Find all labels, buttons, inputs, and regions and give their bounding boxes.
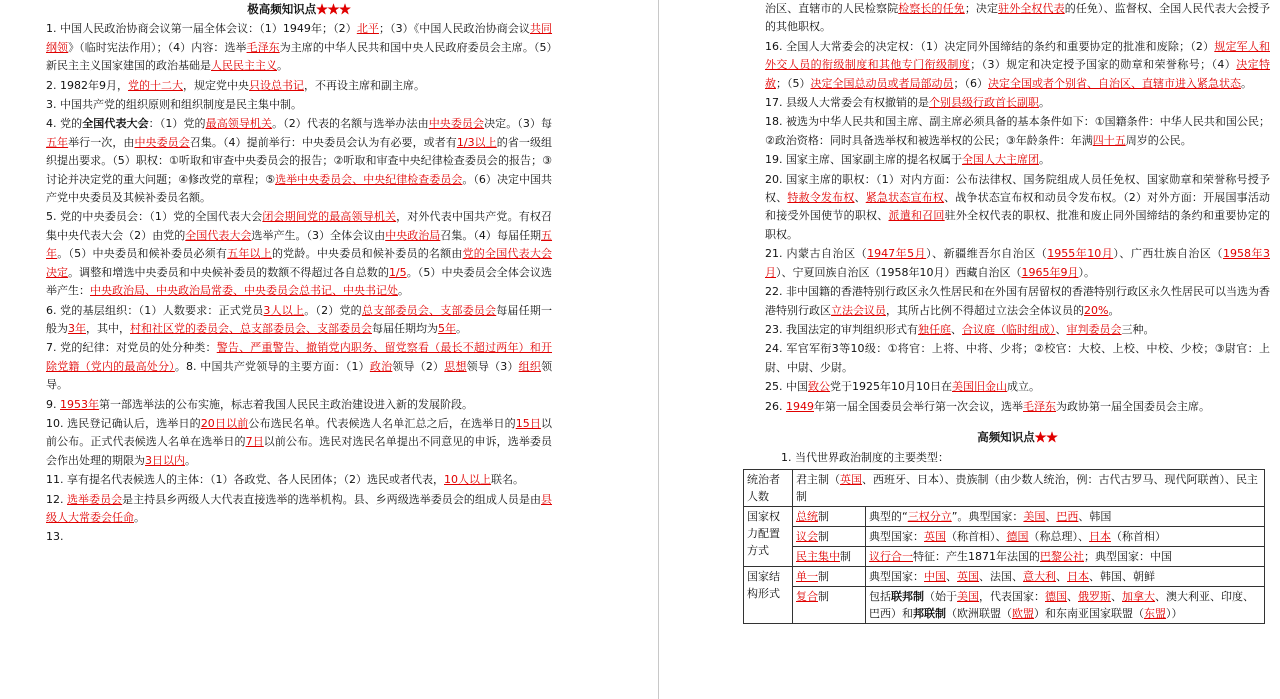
text-segment: 12. [46, 492, 68, 506]
text-segment: 、澳大利亚、印度、巴西）和 [869, 589, 1254, 620]
text-segment: ）。 [1078, 265, 1095, 279]
key-term: 20日以前 [200, 416, 249, 430]
knowledge-item [46, 77, 552, 95]
knowledge-item [765, 398, 1270, 416]
heading-text: 高频知识点 [977, 429, 1035, 444]
text-segment: 。 [1108, 303, 1120, 317]
left-page [46, 0, 552, 699]
text-segment: ：（1）党的 [148, 117, 206, 131]
key-term: 党的全国代表大会决定 [46, 247, 553, 279]
text-segment: （称首相） [1111, 529, 1166, 543]
text-segment: 26. [765, 399, 786, 413]
text-segment: 。调整和增选中央委员和中央候补委员的数额不得超过各自总数的 [68, 265, 389, 279]
text-segment: 22. 非中国籍的香港特别行政区永久性居民和在外国有居留权的香港特别行政区永久性居民可以当选为香港特别行政区 [765, 285, 1270, 317]
text-segment: 3. 中国共产党的组织原则和组织制度是民主集中制。 [46, 98, 302, 112]
text-segment: 召集。（4）提前举行：中央委员会认为有必要，或者有 [189, 135, 457, 149]
key-term: 1/5 [388, 265, 407, 279]
key-term: 英国 [924, 529, 946, 543]
text-segment: 、 [1056, 569, 1067, 583]
key-term: 三权分立 [907, 509, 952, 523]
table-row [744, 526, 1265, 546]
key-term: 1/3以上 [456, 135, 497, 149]
knowledge-item [765, 113, 1270, 150]
knowledge-item [765, 340, 1270, 377]
text-segment: ；（3）规定和决定授予国家的勋章和荣誉称号；（4） [970, 58, 1237, 72]
text-segment: 、西班牙、日本）、贵族制（由少数人统治，例：古代古罗马、现代阿联酋）、民主制 [796, 472, 1258, 503]
table-row [744, 546, 1265, 566]
left-heading [46, 0, 552, 18]
text-segment: 。 [185, 453, 196, 467]
text-segment: 每届任期一般为 [46, 303, 553, 335]
text-segment: 联名。 [491, 473, 524, 487]
key-term: 日本 [1089, 529, 1111, 543]
text-segment: ，不再设主席和副主席。 [303, 78, 425, 92]
key-term: 意大利 [1023, 569, 1056, 583]
right-heading [765, 428, 1270, 446]
key-term: 15日 [515, 416, 542, 430]
text-segment: 制 [840, 549, 851, 563]
text-segment: 、战争状态宣布权和动员令发布权。（2）对外方面：开展国事活动和接受外国使节的职权、 [765, 191, 1271, 223]
text-segment: 17. 县级人大常委会有权撤销的是 [765, 96, 929, 110]
text-segment: ；（5） [776, 76, 811, 90]
key-term: 美国旧金山 [952, 380, 1007, 394]
text-segment: 为政协第一届全国委员会主席。 [1056, 399, 1210, 413]
key-term: 1965年9月 [1021, 265, 1079, 279]
key-term: 1958年3月 [765, 247, 1270, 279]
text-segment: （称首相）、 [946, 529, 1007, 543]
text-segment: 君主制（ [796, 472, 840, 486]
text-segment: 16. 全国人大常委会的决定权：（1）决定同外国缔结的条约和重要协定的批准和废除；（2） [765, 39, 1215, 53]
text-segment: 5. 党的中央委员会：（1）党的全国代表大会 [46, 210, 263, 224]
table-category-cell: 国家权力配置方式 [744, 506, 793, 566]
text-segment: 6. 党的基层组织：（1）人数要求：正式党员 [46, 303, 264, 317]
text-segment: 以前公布。选民对选民名单提出不同意见的申诉，选举委员会作出处理的期限为 [46, 435, 553, 467]
text-segment: ）和东南亚国家联盟（ [1034, 606, 1144, 620]
text-segment: 典型国家： [869, 529, 924, 543]
text-segment: 。 [1039, 96, 1050, 110]
key-term: 3日以内 [145, 453, 185, 467]
key-term: 特赦令发布权 [787, 191, 855, 205]
key-term: 日本 [1067, 569, 1089, 583]
text-segment: ，其所占比例不得超过立法会全体议员的 [886, 303, 1084, 317]
bold-term: 联邦制 [891, 589, 924, 603]
text-segment: 周岁的公民。 [1125, 133, 1192, 147]
text-segment: 21. 内蒙古自治区（ [765, 247, 868, 261]
text-segment: ，规定党中央 [182, 78, 249, 92]
key-term: 议行合一 [869, 549, 913, 563]
key-term: 20% [1084, 303, 1109, 317]
key-term: 英国 [957, 569, 979, 583]
text-segment: 4. 党的 [46, 117, 83, 131]
page-divider [658, 0, 659, 699]
knowledge-item [765, 245, 1270, 282]
text-segment: 治区、直辖市的人民检察院 [765, 2, 899, 15]
key-term: 县级人大常委会任命 [46, 492, 553, 524]
text-segment: ”。典型国家： [951, 509, 1024, 523]
heading-stars: ★★★ [316, 2, 351, 16]
table-content-cell [793, 469, 1265, 506]
key-term: 1949 [786, 399, 814, 413]
left-knowledge-list [46, 20, 552, 546]
text-segment: 24. 军官军衔3等10级：①将官：上将、中将、少将；②校官：大校、上校、中校、少校；③尉官：上尉、中尉、少尉。 [765, 342, 1270, 374]
text-segment: 召集。（4）每届任期 [440, 228, 542, 242]
key-term: 美国 [1023, 509, 1046, 523]
key-term: 毛泽东 [246, 40, 280, 54]
text-segment: 、 [1111, 589, 1122, 603]
text-segment: 每届任期均为 [372, 321, 438, 335]
key-term: 加拿大 [1122, 589, 1155, 603]
key-term: 组织 [518, 359, 542, 373]
table-subtype-cell [793, 586, 866, 623]
key-term: 民主集中 [796, 549, 840, 563]
key-term: 中央政治局 [385, 228, 441, 242]
text-segment: 决定。（3）每 [484, 117, 553, 131]
table-row [744, 506, 1265, 526]
table-row [744, 586, 1265, 623]
key-term: 英国 [840, 472, 862, 486]
knowledge-item [765, 171, 1270, 245]
knowledge-item [765, 38, 1270, 93]
text-segment: 。8. 中国共产党领导的主要方面：（1） [174, 359, 370, 373]
text-segment: 。（5）中央委员和候补委员必须有 [57, 247, 228, 261]
text-segment: 、 [1067, 589, 1078, 603]
text-segment: 包括 [869, 589, 891, 603]
key-term: 紧急状态宣布权 [865, 191, 945, 205]
key-term: 3年 [68, 321, 86, 335]
key-term: 俄罗斯 [1078, 589, 1111, 603]
knowledge-item [765, 283, 1270, 320]
table-intro: 1. 当代世界政治制度的主要类型： [781, 451, 949, 465]
table-content-cell [866, 566, 1265, 586]
key-term: 审判委员会 [1066, 322, 1122, 336]
key-term: 东盟 [1144, 606, 1166, 620]
text-segment: ；决定 [964, 2, 999, 15]
text-segment: ；（3）《中国人民政治协商会议 [378, 22, 530, 36]
text-segment: 典型的“ [869, 509, 908, 523]
text-segment: 。（6）决定中国共产党中央委员及其候补委员名额。 [46, 172, 553, 205]
text-segment: 年第一届全国委员会举行第一次会议，选举 [814, 399, 1023, 413]
key-term: 中央政治局、中央政治局常委、中央委员会总书记、中央书记处 [90, 284, 398, 298]
key-term: 毛泽东 [1023, 399, 1056, 413]
right-page [747, 0, 1271, 699]
text-segment: 1. 中国人民政治协商会议第一届全体会议：（1）1949年；（2） [46, 22, 357, 36]
text-segment: 25. 中国 [765, 380, 808, 394]
key-term: 决定全国或者个别省、自治区、直辖市进入紧急状态 [988, 76, 1241, 90]
knowledge-item [765, 378, 1270, 396]
key-term: 决定全国总动员或者局部动员 [810, 76, 954, 90]
key-term: 选举中央委员会、中央纪律检查委员会 [275, 172, 463, 186]
text-segment: 、韩国、朝鲜 [1089, 569, 1155, 583]
key-term: 单一 [796, 569, 818, 583]
key-term: 党的十二大 [127, 78, 183, 92]
table-category-cell: 统治者人数 [744, 469, 793, 506]
table-subtype-cell [793, 506, 866, 526]
text-segment: 23. 我国法定的审判组织形式有 [765, 322, 918, 336]
text-segment: 、法国、 [979, 569, 1023, 583]
text-segment: 驻外全权代表的职权、批准和废止同外国缔结的条约和重要协定的职权。 [765, 209, 1271, 241]
text-segment: 、 [946, 569, 957, 583]
key-term: 驻外全权代表 [998, 2, 1065, 15]
text-segment: 为主席的中华人民共和国中央人民政府委员会主席。（5）新民主主义国家建国的政治基础是 [46, 40, 553, 73]
key-term: 个别县级行政首长副职 [929, 96, 1039, 110]
key-term: 巴西 [1056, 509, 1079, 523]
key-term: 村和社区党的委员会、总支部委员会、支部委员会 [130, 321, 372, 335]
key-term: 合议庭（临时组成） [962, 322, 1056, 336]
key-term: 派遣和召回 [888, 209, 945, 223]
text-segment: 、 [1055, 322, 1067, 336]
text-segment: 成立。 [1007, 380, 1040, 394]
text-segment: 。（2）代表的名额与选举办法由 [272, 117, 429, 131]
text-segment: ）、新疆维吾尔自治区（ [926, 247, 1048, 261]
table-content-cell [866, 546, 1265, 566]
text-segment: 是主持县乡两级人大代表直接选举的选举机构。县、乡两级选举委员会的组成人员是由 [122, 492, 542, 506]
key-term: 选举委员会 [67, 492, 123, 506]
key-term: 总统 [796, 509, 818, 523]
knowledge-item [46, 471, 552, 489]
heading-stars: ★★ [1034, 429, 1058, 444]
text-segment: 领导（2） [392, 359, 445, 373]
text-segment: 19. 国家主席、国家副主席的提名权属于 [765, 153, 962, 167]
key-term: 五年 [46, 228, 553, 261]
key-term: 1953年 [60, 397, 99, 411]
text-segment: 。（2）党的 [304, 303, 362, 317]
text-segment: 11. 享有提名代表候选人的主体：（1）各政党、各人民团体；（2）选民或者代表， [46, 473, 444, 487]
key-term: 决定特赦 [765, 58, 1271, 90]
text-segment: 典型国家： [869, 569, 924, 583]
knowledge-item [46, 115, 552, 207]
key-term: 中央委员会 [428, 117, 485, 131]
table-subtype-cell [793, 566, 866, 586]
text-segment: 》（临时宪法作用）；（4）内容：选举 [68, 40, 247, 54]
text-segment: 制 [818, 589, 829, 603]
key-term: 中央委员会 [134, 135, 190, 149]
text-segment: 。 [277, 59, 288, 73]
text-segment: ）、宁夏回族自治区（1958年10月）西藏自治区（ [776, 265, 1022, 279]
key-term: 北平 [356, 22, 379, 36]
text-segment: 、 [1045, 509, 1057, 523]
knowledge-item [46, 339, 552, 394]
key-term: 5年 [438, 321, 456, 335]
text-segment: 。 [134, 510, 145, 524]
knowledge-item [46, 96, 552, 114]
key-term: 7日 [245, 435, 264, 449]
text-segment: 三种。 [1121, 322, 1155, 336]
table-row [744, 469, 1265, 506]
political-system-table [743, 469, 1265, 624]
key-term: 德国 [1045, 589, 1067, 603]
text-segment: （始于 [924, 589, 957, 603]
key-term: 规定军人和外交人员的衔级制度和其他专门衔级制度 [765, 39, 1270, 72]
text-segment: 、韩国 [1078, 509, 1112, 523]
text-segment: 。 [398, 284, 409, 298]
right-knowledge-list [765, 0, 1270, 416]
knowledge-item [765, 151, 1270, 169]
key-term: 巴黎公社 [1040, 549, 1084, 563]
bold-term: 全国代表大会 [82, 117, 149, 131]
text-segment: 20. 国家主席的职权：（1）对内方面：公布法律权、国务院组成人员任免权、国家勋章和荣誉称号授予权、 [765, 172, 1270, 205]
text-segment: 的省一级组织提出要求。（5）职权：①听取和审查中央委员会的报告；②听取和审查中央纪律检查委员会的报告；③讨论并决定党的重大问题；④修改党的章程；⑤ [46, 135, 553, 186]
key-term: 警告、严重警告、撤销党内职务、留党察看（最长不超过两年）和开除党籍（党内的最高处分） [46, 341, 552, 373]
knowledge-item [46, 528, 552, 546]
text-segment: 。（5）中央委员会全体会议选举产生： [46, 265, 553, 298]
knowledge-item [46, 491, 552, 528]
key-term: 欧盟 [1012, 606, 1034, 620]
text-segment: 党于1925年10月10日在 [830, 380, 952, 394]
knowledge-item [46, 208, 552, 300]
text-segment: 、 [854, 191, 866, 205]
key-term: 中国 [924, 569, 946, 583]
text-segment: 以前公布。正式代表候选人名单在选举日的 [46, 416, 553, 449]
text-segment: 第一部选举法的公布实施，标志着我国人民民主政治建设进入新的发展阶段。 [99, 397, 473, 411]
key-term: 1955年10月 [1047, 247, 1114, 261]
text-segment: 领导。 [46, 359, 553, 392]
text-segment: 9. [46, 397, 60, 411]
key-term: 全国人大主席团 [962, 153, 1039, 167]
text-segment: 。 [456, 321, 467, 335]
text-segment: 。 [1241, 76, 1252, 90]
table-row [744, 566, 1265, 586]
key-term: 独任庭 [918, 322, 951, 336]
key-term: 10人以上 [444, 473, 491, 487]
key-term: 总支部委员会、支部委员会 [361, 303, 497, 317]
text-segment: 18. 被选为中华人民共和国主席、副主席必须具备的基本条件如下：①国籍条件：中华人民共和国公民；②政治资格：同时具备选举权和被选举权的公民；③年龄条件：年满 [765, 115, 1270, 147]
text-segment: 选举产生。（3）全体会议由 [251, 228, 386, 242]
key-term: 3人以上 [263, 303, 305, 317]
key-term: 只设总书记 [248, 78, 304, 92]
text-segment: 7. 党的纪律：对党员的处分种类： [46, 341, 217, 355]
text-segment: 10. 选民登记确认后，选举日的 [46, 416, 201, 430]
table-content-cell [866, 526, 1265, 546]
text-segment: ，代表国家： [979, 589, 1045, 603]
key-term: 德国 [1006, 529, 1029, 543]
text-segment: 。 [1039, 153, 1050, 167]
text-segment: ，对外代表中国共产党。有权召集中央代表大会（2）由党的 [46, 210, 553, 242]
table-subtype-cell [793, 526, 866, 546]
text-segment: ，其中， [86, 321, 130, 335]
bold-term: 邦联制 [913, 606, 946, 620]
text-segment: 公布选民名单。代表候选人名单汇总之后，在选举日的 [248, 416, 516, 430]
table-content-cell [866, 506, 1265, 526]
text-segment: 特征：产生1871年法国的 [913, 549, 1040, 563]
knowledge-item [46, 20, 552, 75]
table-category-cell: 国家结构形式 [744, 566, 793, 623]
key-term: 议会 [796, 529, 818, 543]
text-segment: 的任免）、监督权、全国人民代表大会授予的其他职权。 [765, 2, 1271, 34]
knowledge-item [765, 94, 1270, 112]
knowledge-item [765, 0, 1270, 37]
text-segment: 、 [951, 322, 962, 336]
text-segment: 2. 1982年9月， [46, 78, 128, 92]
text-segment: （称总理）、 [1028, 529, 1089, 543]
key-term: 致公 [808, 380, 830, 394]
key-term: 四十五 [1092, 133, 1126, 147]
text-segment: ）） [1166, 606, 1183, 620]
key-term: 复合 [796, 589, 818, 603]
key-term: 思想 [444, 359, 467, 373]
key-term: 检察长的任免 [898, 2, 965, 15]
knowledge-item [46, 415, 552, 470]
key-term: 1947年5月 [867, 247, 927, 261]
table-subtype-cell [793, 546, 866, 566]
text-segment: 制 [818, 529, 829, 543]
text-segment: ）、广西壮族自治区（ [1113, 247, 1223, 261]
knowledge-item [46, 302, 552, 339]
text-segment: 13. [46, 530, 64, 544]
key-term: 闭会期间党的最高领导机关 [262, 210, 397, 224]
text-segment: 举行一次，由 [68, 135, 135, 149]
text-segment: （欧洲联盟（ [946, 606, 1012, 620]
key-term: 美国 [957, 589, 979, 603]
text-segment: ；典型国家：中国 [1084, 549, 1172, 563]
text-segment: 制 [818, 569, 829, 583]
text-segment: 的党龄。中央委员和候补委员的名额由 [271, 247, 463, 261]
key-term: 五年 [46, 135, 69, 149]
key-term: 五年以上 [227, 247, 272, 261]
key-term: 共同纲领 [46, 22, 553, 54]
text-segment: 制 [818, 509, 829, 523]
key-term: 人民民主主义 [211, 59, 277, 73]
key-term: 政治 [369, 359, 393, 373]
heading-text: 极高频知识点 [247, 2, 317, 16]
text-segment: ；（6） [953, 76, 988, 90]
table-content-cell [866, 586, 1265, 623]
text-segment: 领导（3） [466, 359, 519, 373]
knowledge-item [765, 321, 1270, 339]
key-term: 全国代表大会 [185, 228, 252, 242]
key-term: 最高领导机关 [205, 117, 273, 131]
knowledge-item [46, 396, 552, 414]
key-term: 立法会议员 [831, 303, 886, 317]
